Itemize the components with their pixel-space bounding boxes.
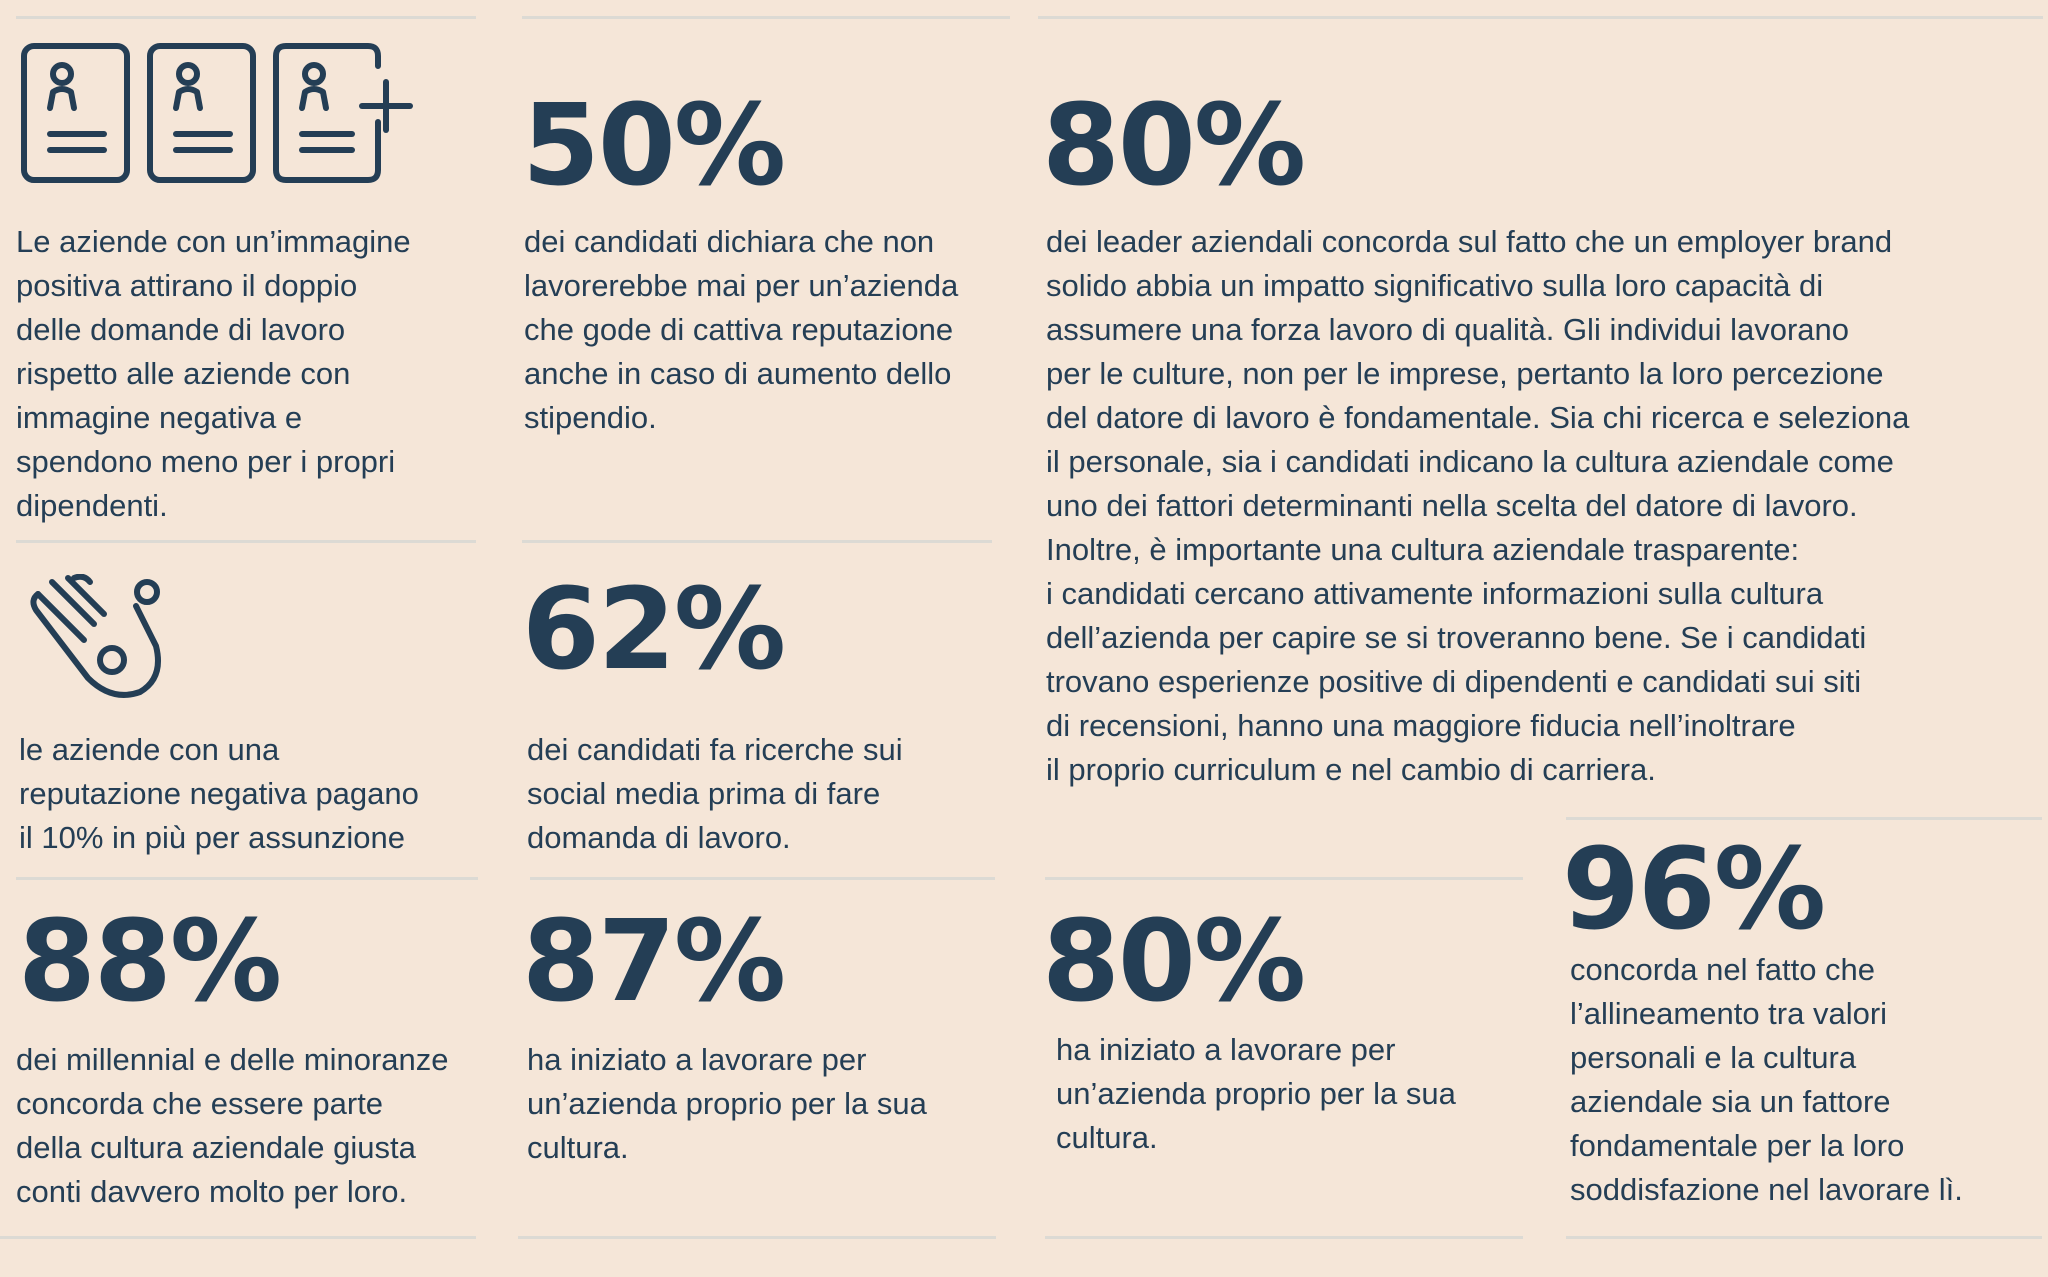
divider	[522, 540, 992, 543]
divider	[1045, 877, 1523, 880]
divider	[530, 877, 995, 880]
stat-value: 50%	[522, 81, 785, 211]
stat-value: 96%	[1562, 825, 1825, 955]
waving-hand-icon	[28, 574, 168, 706]
stat-description: le aziende con una reputazione negativa pagano il 10% in più per assunzione	[19, 732, 419, 855]
stat-description: concorda nel fatto che l’allineamento tra valori personali e la cultura aziendale sia un fattore fondamentale per la loro soddisfazione nel lavorare lì.	[1570, 952, 1963, 1207]
stat-description: dei candidati fa ricerche sui social media prima di fare domanda di lavoro.	[527, 732, 903, 855]
stat-value: 87%	[522, 897, 785, 1027]
stat-description: dei leader aziendali concorda sul fatto che un employer brand solido abbia un impatto significativo sulla loro capacità di assumere una forza lavoro di qualità. Gli individui lavorano per le culture, non per le imprese, pertanto la loro percezione del datore di lavoro è fondamentale. Sia chi ricerca e seleziona il personale, sia i candidati indicano la cultura aziendale come uno dei fattori determinanti nella scelta del datore di lavoro. Inoltre, è importante una cultura aziendale trasparente: i candidati cercano attivamente informazioni sulla cultura dell’azienda per capire se si troveranno bene. Se i candidati trovano esperienze positive di dipendenti e candidati sui siti di recensioni, hanno una maggiore fiducia nell’inoltrare il proprio curriculum e nel cambio di carriera.	[1046, 224, 1910, 787]
divider	[518, 1236, 996, 1239]
stat-value: 80%	[1042, 897, 1305, 1027]
stat-description: Le aziende con un’immagine positiva attirano il doppio delle domande di lavoro rispetto alle aziende con immagine negativa e spendono meno per i propri dipendenti.	[16, 224, 411, 523]
stat-description: ha iniziato a lavorare per un’azienda proprio per la sua cultura.	[1056, 1032, 1456, 1155]
divider	[522, 16, 1010, 19]
divider	[1566, 817, 2042, 820]
divider	[16, 16, 476, 19]
divider	[16, 877, 478, 880]
stat-description: ha iniziato a lavorare per un’azienda proprio per la sua cultura.	[527, 1042, 927, 1165]
divider	[1566, 1236, 2042, 1239]
stat-value: 88%	[18, 897, 281, 1027]
stat-value: 80%	[1042, 81, 1305, 211]
resume-cards-icon	[20, 42, 420, 186]
divider	[16, 540, 476, 543]
divider	[0, 1236, 476, 1239]
stat-description: dei millennial e delle minoranze concorda che essere parte della cultura aziendale giusta conti davvero molto per loro.	[16, 1042, 449, 1209]
divider	[1038, 16, 2043, 19]
stat-value: 62%	[522, 565, 785, 695]
stat-description: dei candidati dichiara che non lavorerebbe mai per un’azienda che gode di cattiva reputazione anche in caso di aumento dello stipendio.	[524, 224, 959, 435]
divider	[1045, 1236, 1523, 1239]
